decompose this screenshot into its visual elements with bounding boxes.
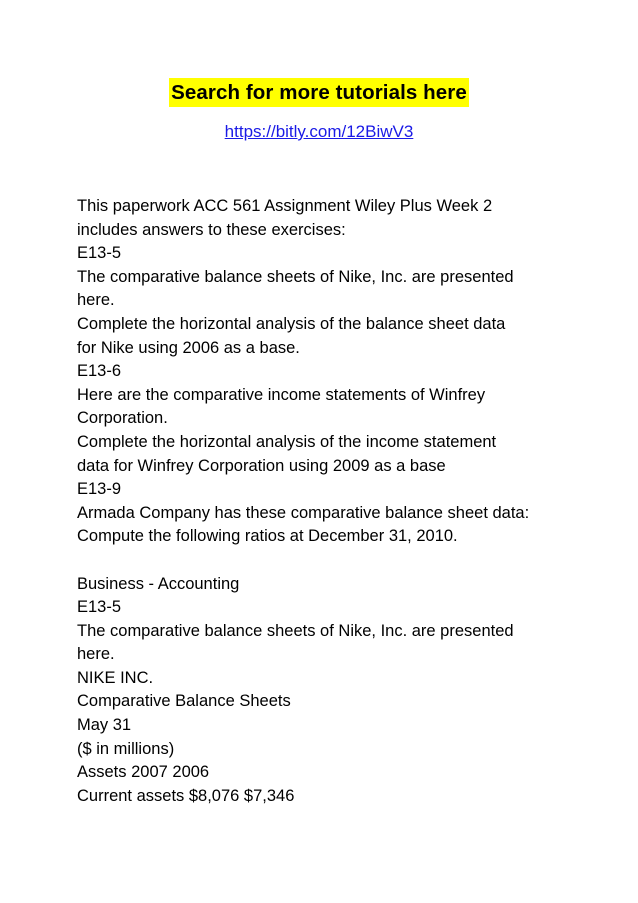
text-line: Corporation. (77, 409, 168, 428)
text-line: This paperwork ACC 561 Assignment Wiley Plus Week 2 (77, 197, 493, 215)
text-line: Complete the horizontal analysis of the income statement (77, 432, 497, 451)
body-text (77, 195, 597, 808)
text-line: data for Winfrey Corporation using 2009 as a base (77, 456, 446, 475)
text-line: Current assets $8,076 $7,346 (77, 786, 295, 805)
text-line: NIKE INC. (77, 668, 154, 687)
text-line: E13-5 (77, 244, 122, 263)
text-line: Complete the horizontal analysis of the balance sheet data (77, 314, 506, 333)
paragraph-gap (77, 549, 597, 573)
text-line: here. (77, 645, 115, 664)
text-line: Compute the following ratios at December 31, 2010. (77, 527, 458, 546)
text-line: here. (77, 291, 115, 310)
text-line: The comparative balance sheets of Nike, Inc. are presented (77, 267, 514, 286)
tutorial-link[interactable]: https://bitly.com/12BiwV3 (224, 122, 414, 141)
text-line: E13-9 (77, 480, 122, 499)
text-line: includes answers to these exercises: (77, 220, 346, 239)
text-line: May 31 (77, 716, 132, 735)
text-line: Comparative Balance Sheets (77, 692, 291, 711)
text-line: Armada Company has these comparative balance sheet data: (77, 503, 530, 522)
text-line: for Nike using 2006 as a base. (77, 338, 300, 357)
text-line: E13-5 (77, 598, 122, 617)
link-row (0, 120, 638, 144)
text-line: Assets 2007 2006 (77, 763, 210, 782)
text-line: Here are the comparative income statements of Winfrey (77, 385, 486, 404)
header (0, 78, 638, 144)
text-line: E13-6 (77, 362, 122, 381)
text-line: Business - Accounting (77, 574, 240, 593)
text-line: The comparative balance sheets of Nike, Inc. are presented (77, 621, 514, 640)
text-line: ($ in millions) (77, 739, 175, 758)
search-banner: Search for more tutorials here (169, 78, 469, 107)
